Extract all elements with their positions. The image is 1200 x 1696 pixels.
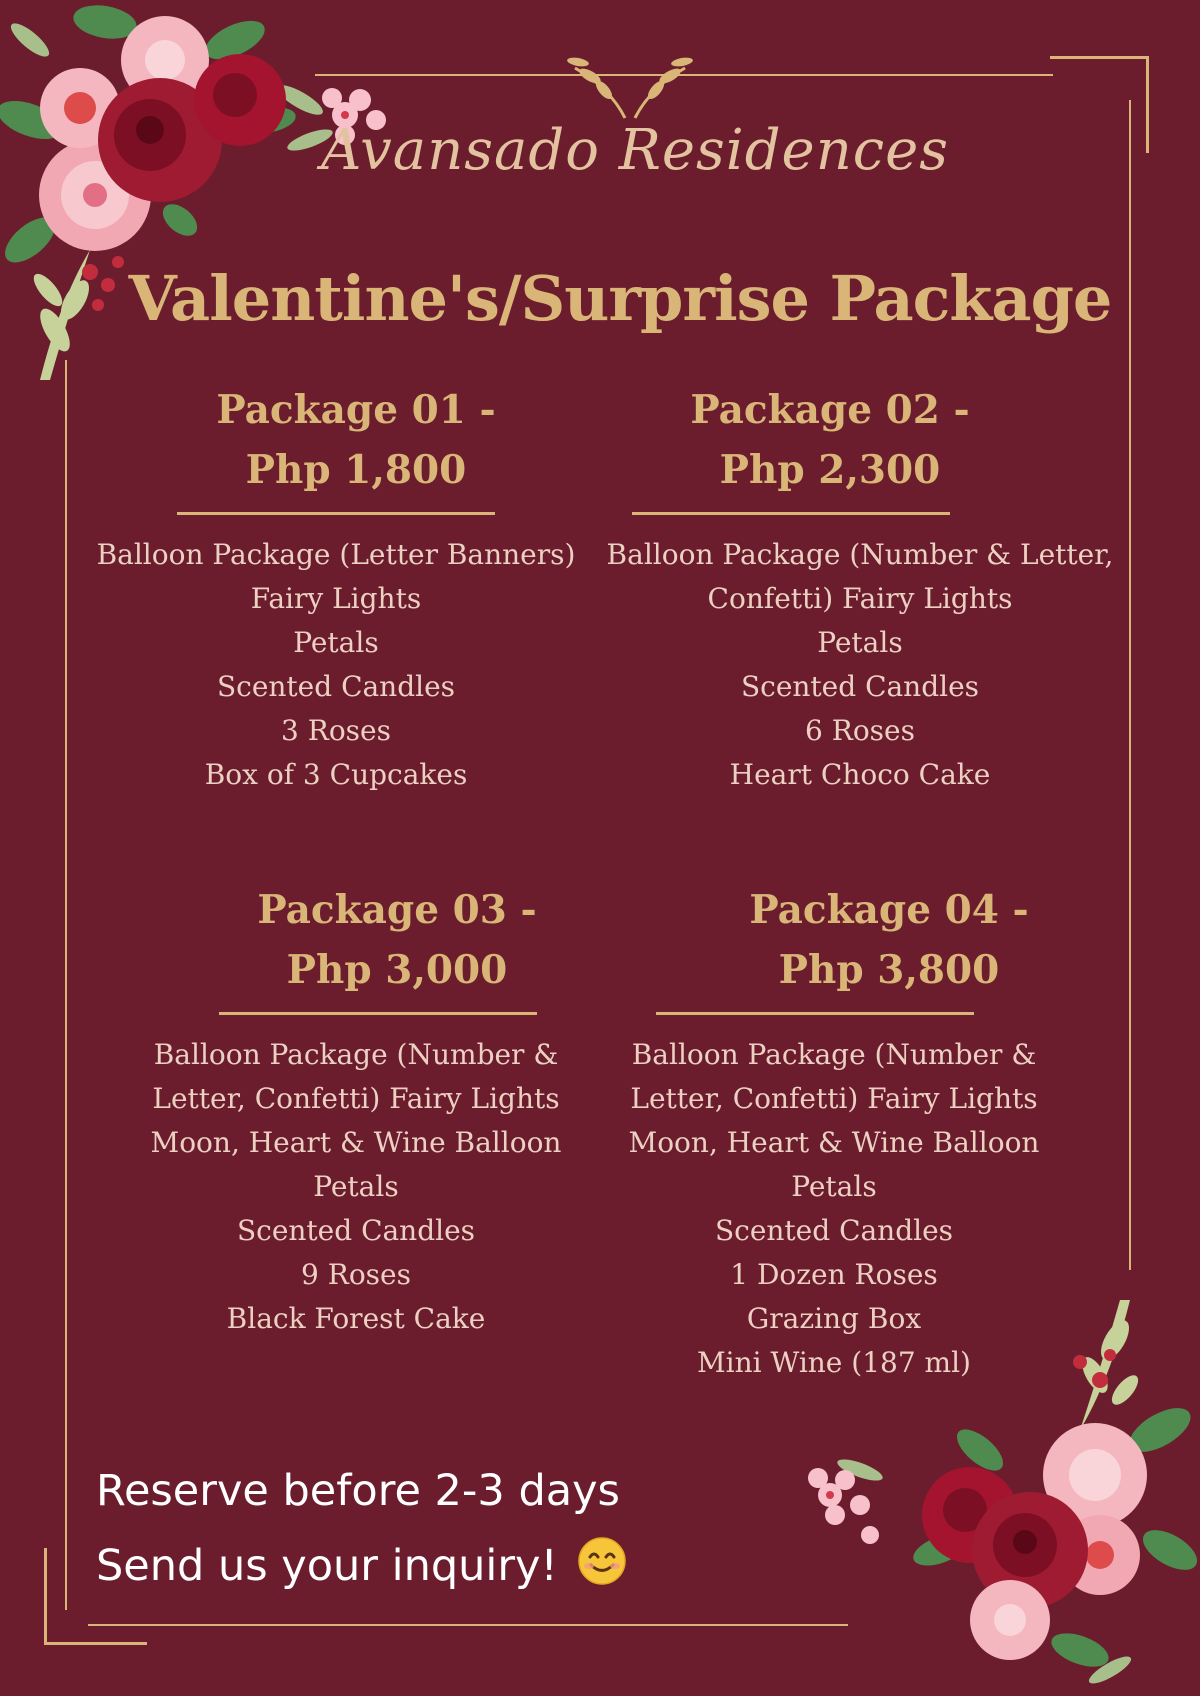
list-item: Balloon Package (Letter Banners) (96, 538, 576, 571)
list-item: Balloon Package (Number & (153, 1038, 559, 1071)
list-item: Petals (817, 626, 903, 659)
list-item: 3 Roses (281, 714, 391, 747)
reservation-note: Reserve before 2-3 days (96, 1466, 620, 1516)
smiling-face-icon (577, 1536, 627, 1586)
list-item: Moon, Heart & Wine Balloon (150, 1126, 562, 1159)
page-title: Valentine's/Surprise Package (128, 262, 1112, 335)
package-price: Php 3,800 (778, 947, 1000, 993)
footer-note (96, 1462, 816, 1595)
list-item: Petals (791, 1170, 877, 1203)
list-item: Scented Candles (216, 670, 456, 703)
frame-corner-top-right (1050, 56, 1149, 153)
brand-name: Avansado Residences (321, 118, 949, 183)
package-01 (76, 380, 596, 797)
package-name: Package 03 - (257, 887, 537, 933)
package-price: Php 1,800 (245, 447, 467, 493)
list-item: Scented Candles (740, 670, 980, 703)
package-name: Package 04 - (749, 887, 1029, 933)
package-name: Package 01 - (216, 387, 496, 433)
list-item: Scented Candles (714, 1214, 954, 1247)
package-name: Package 02 - (690, 387, 970, 433)
package-items (76, 533, 596, 797)
list-item: 1 Dozen Roses (730, 1258, 938, 1291)
laurel-ornament (530, 48, 730, 120)
package-items (96, 1033, 616, 1341)
list-item: 9 Roses (301, 1258, 411, 1291)
package-divider (656, 1012, 974, 1015)
package-items (574, 1033, 1094, 1385)
list-item: Grazing Box (746, 1302, 922, 1335)
package-04 (574, 880, 1094, 1385)
package-price: Php 3,000 (286, 947, 508, 993)
package-items (600, 533, 1120, 797)
package-03 (96, 880, 616, 1341)
list-item: Confetti) Fairy Lights (707, 582, 1013, 615)
list-item: 6 Roses (805, 714, 915, 747)
frame-left-line (65, 360, 67, 1610)
inquiry-text: Send us your inquiry! (96, 1541, 558, 1591)
list-item: Heart Choco Cake (729, 758, 991, 791)
package-price: Php 2,300 (719, 447, 941, 493)
list-item: Petals (313, 1170, 399, 1203)
list-item: Fairy Lights (250, 582, 422, 615)
list-item: Mini Wine (187 ml) (697, 1346, 971, 1379)
list-item: Petals (293, 626, 379, 659)
list-item: Balloon Package (Number & Letter, (606, 538, 1114, 571)
inquiry-line (96, 1536, 816, 1595)
list-item: Box of 3 Cupcakes (204, 758, 468, 791)
list-item: Letter, Confetti) Fairy Lights (630, 1082, 1038, 1115)
brand-header (300, 112, 970, 222)
package-divider (219, 1012, 537, 1015)
package-divider (177, 512, 495, 515)
list-item: Moon, Heart & Wine Balloon (628, 1126, 1040, 1159)
list-item: Scented Candles (236, 1214, 476, 1247)
package-divider (632, 512, 950, 515)
list-item: Black Forest Cake (226, 1302, 486, 1335)
package-02 (600, 380, 1120, 797)
list-item: Balloon Package (Number & (631, 1038, 1037, 1071)
list-item: Letter, Confetti) Fairy Lights (152, 1082, 560, 1115)
frame-bottom-line (88, 1624, 848, 1626)
